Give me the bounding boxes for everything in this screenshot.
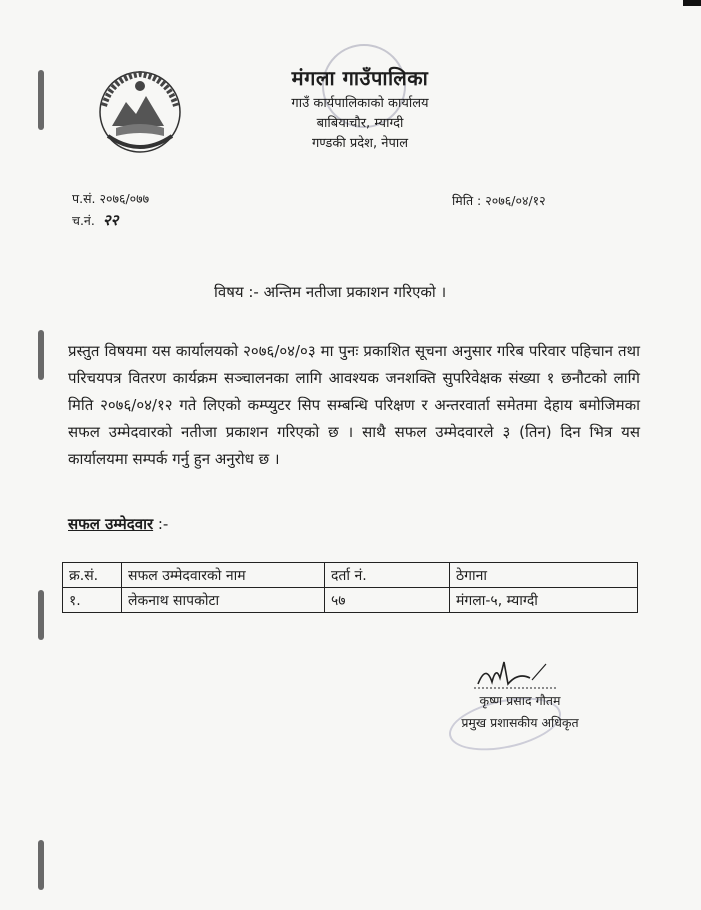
candidates-label-text: सफल उम्मेदवार [68,515,154,533]
letter-body: प्रस्तुत विषयमा यस कार्यालयको २०७६/०४/०३ मा पुनः प्रकाशित सूचना अनुसार गरिब परिवार पहिचान तथा परिचयपत्र वितरण कार्यक्रम सञ्चालनका लागि आवश्यक जनशक्ति सुपरिवेक्षक संख्या १ छनौटको लागि मिति २०७६/०४/१२ गते लिएको कम्प्युटर सिप सम्बन्धि परिक्षण र अन्तरवार्ता समेतमा देहाय बमोजिमका सफल उम्मेदवारको नतीजा प्रकाशन गरिएको छ । साथै सफल उम्मेदवारले ३ (तिन) दिन भित्र यस कार्यालयमा सम्पर्क गर्नु हुन अनुरोध छ । [68,342,640,468]
signer-title: प्रमुख प्रशासकीय अधिकृत [461,715,579,730]
office-name: मंगला गाउँपालिका [291,66,429,90]
header-registration: दर्ता नं. [325,563,450,588]
patra-sankhya: प.सं. २०७६/०७७ [72,191,150,206]
header-serial: क्र.सं. [63,563,122,588]
binding-mark [38,70,44,130]
chalani-number-line [72,210,118,230]
cell-address: मंगला-५, म्याग्दी [450,588,638,613]
scan-edge-mark [683,0,701,6]
chalani-number: २२ [102,211,119,229]
letter-date: मिति : २०७६/०४/१२ [452,193,546,208]
office-address: बाबियाचौर, म्याग्दी [316,116,404,131]
binding-mark [38,590,44,640]
binding-mark [38,840,44,890]
letterhead [250,64,470,151]
signer-block [440,690,600,734]
header-name: सफल उम्मेदवारको नाम [122,563,325,588]
office-department: गाउँ कार्यपालिकाको कार्यालय [291,96,429,111]
cell-name: लेकनाथ सापकोटा [122,588,325,613]
chalani-label: च.नं. [72,213,95,228]
letter-subject: विषय :- अन्तिम नतीजा प्रकाशन गरिएको । [214,283,447,301]
government-emblem [94,66,186,158]
office-province: गण्डकी प्रदेश, नेपाल [311,136,409,151]
signer-name: कृष्ण प्रसाद गौतम [479,693,561,708]
table-row [63,588,638,613]
binding-mark [38,330,44,380]
header-address: ठेगाना [450,563,638,588]
successful-candidates-heading [68,514,168,534]
table-header-row [63,563,638,588]
handwritten-signature [470,656,560,692]
cell-serial: १. [63,588,122,613]
results-table [62,562,638,613]
candidates-label-suffix: :- [153,515,169,533]
cell-registration: ५७ [325,588,450,613]
